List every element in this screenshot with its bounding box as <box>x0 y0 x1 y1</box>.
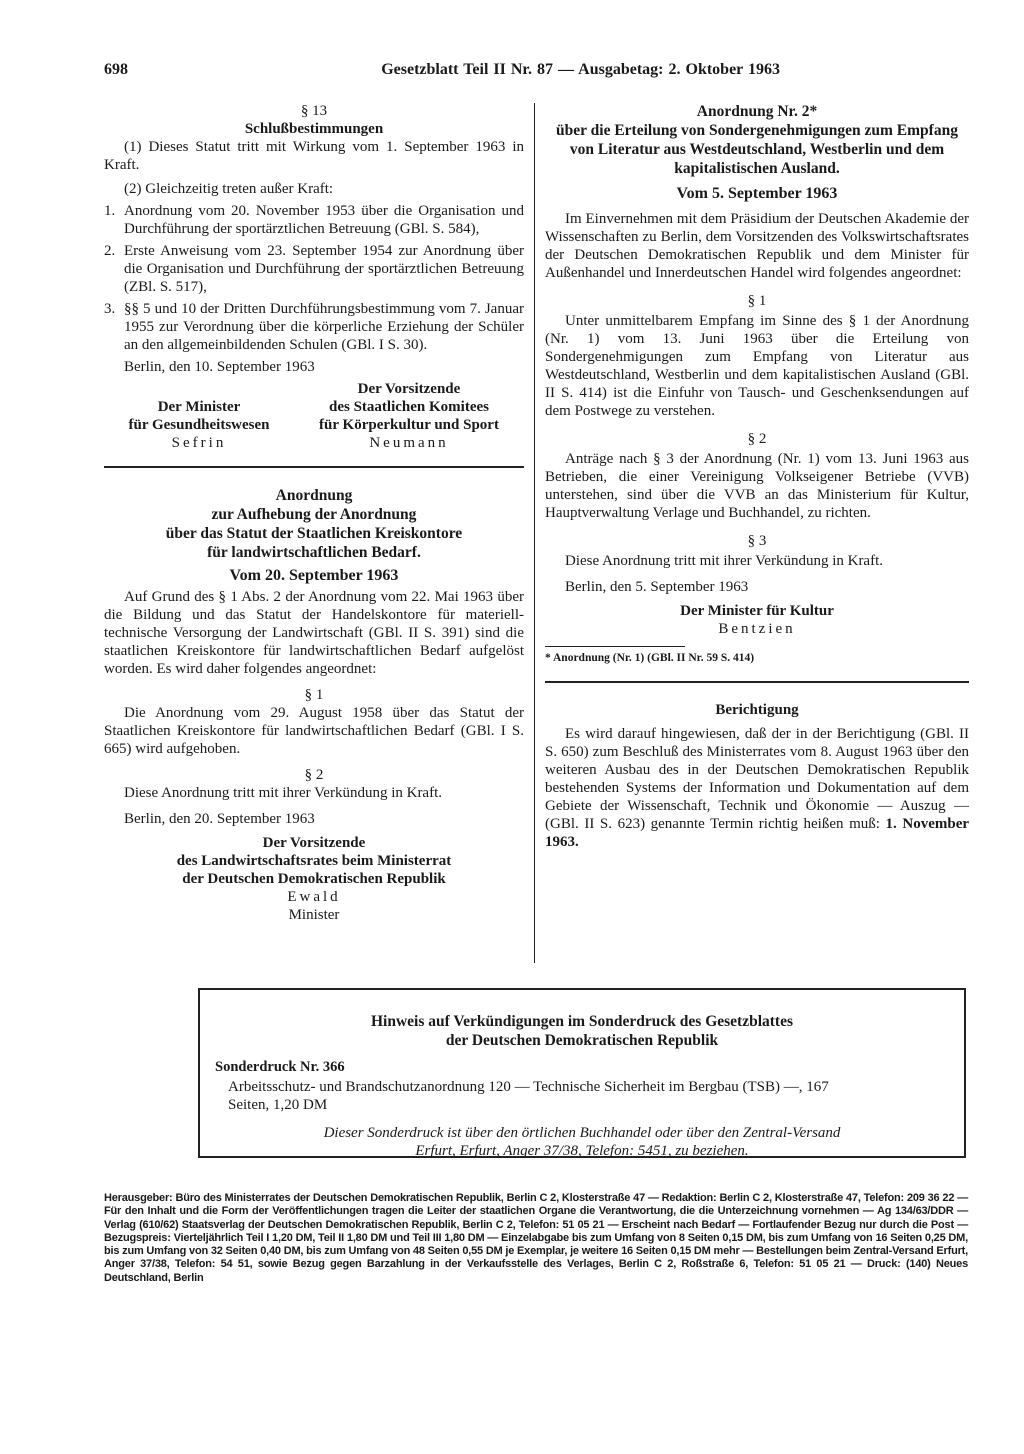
paragraph <box>545 725 969 851</box>
special-print-notice <box>198 988 966 1158</box>
list-text: Erste Anweisung vom 23. September 1954 zur Anordnung über die Organisation und Durchführung der sportärztlichen Betreuung (ZBl. S. 517), <box>124 243 524 295</box>
section-heading: § 2 <box>304 767 324 783</box>
paragraph: Im Einvernehmen mit dem Präsidium der Deutschen Akademie der Wissenschaften zu Berlin, dem Vorsitzenden des Volkswirtschaftsrates der Deutschen Demokratischen Republik und dem Minister für Außenhandel und Innerdeutschen Handel wird folgendes angeordnet: <box>545 211 969 281</box>
ordinance-title: Anordnung Nr. 2* <box>696 103 818 120</box>
ordinance-title: zur Aufhebung der Anordnung <box>211 506 417 523</box>
ordinance-subtitle: über die Erteilung von Sondergenehmigungen zum Empfang von Literatur aus Westdeutschland, Westberlin und dem kapitalistischen Ausland. <box>556 122 958 177</box>
section-rule <box>104 466 524 468</box>
correction <box>545 701 969 851</box>
list-item <box>104 202 524 238</box>
column-divider <box>534 103 535 963</box>
page-header <box>104 61 780 83</box>
signatory-name: Sefrin <box>171 435 227 451</box>
notice-title-line: der Deutschen Demokratischen Republik <box>445 1032 719 1049</box>
list-text: Anordnung vom 20. November 1953 über die Organisation und Durchführung der sportärztlichen Betreuung (GBl. S. 584), <box>124 203 524 237</box>
ordinance-2 <box>545 102 969 665</box>
right-column <box>545 102 969 851</box>
correction-title: Berichtigung <box>715 702 799 718</box>
place-date: Berlin, den 20. September 1963 <box>124 811 315 827</box>
notice-distribution <box>200 1124 964 1160</box>
distribution-line: Erfurt, Erfurt, Anger 37/38, Telefon: 5451, zu beziehen. <box>415 1143 749 1159</box>
section-rule <box>545 681 969 683</box>
ordinance-title: Anordnung <box>275 487 353 504</box>
page-number: 698 <box>104 61 128 78</box>
running-title: Gesetzblatt Teil II Nr. 87 — Ausgabetag: 2. Oktober 1963 <box>381 61 780 78</box>
correction-text: Es wird darauf hingewiesen, daß der in der Berichtigung (GBl. II S. 650) zum Beschluß des Ministerrates vom 8. August 1963 über den weiteren Ausbau des in der Deutschen Demokratischen Republik bestehenden Systems der Information und Dokumentation auf dem Gebiete der Wissenschaft, Technik und Ökonomie — Auszug — (GBl. II S. 623) genannte Termin richtig heißen muß: <box>545 726 969 832</box>
section-heading: § 1 <box>304 687 324 703</box>
footnote-rule <box>545 646 685 647</box>
paragraph: Diese Anordnung tritt mit ihrer Verkündung in Kraft. <box>124 785 443 801</box>
special-print-description: Arbeitsschutz- und Brandschutzanordnung 120 — Technische Sicherheit im Bergbau (TSB) —, 167 Seiten, 1,20 DM <box>228 1079 829 1113</box>
section-heading: § 3 <box>747 533 767 549</box>
signatory-name: Ewald <box>287 889 341 905</box>
ordinance-title: für landwirtschaftlichen Bedarf. <box>207 544 421 561</box>
place-date: Berlin, den 10. September 1963 <box>124 359 315 375</box>
paragraph: Unter unmittelbarem Empfang im Sinne des § 1 der Anordnung (Nr. 1) vom 13. Juni 1963 über die Erteilung von Sondergenehmigungen zum Empfang von Literatur aus Westdeutschland, Westberlin und dem kapitalistischen Ausland (GBl. II S. 414) ist die Einfuhr von Tausch- und Geschenksendungen auf dem Postwege zu verstehen. <box>545 313 969 419</box>
paragraph: Die Anordnung vom 29. August 1958 über das Statut der Staatlichen Kreiskontore für landwirtschaftlichen Bedarf (GBl. I S. 665) wird aufgehoben. <box>104 705 524 757</box>
signature-title: Der Minister für Kultur <box>680 603 834 619</box>
list-number: 1. <box>104 203 116 219</box>
list-item <box>104 242 524 296</box>
section-heading: § 1 <box>747 293 767 309</box>
paragraph: (2) Gleichzeitig treten außer Kraft: <box>124 181 334 197</box>
signature-right <box>294 380 524 452</box>
signature-office: für Gesundheitswesen <box>128 417 270 433</box>
signature-office: des Landwirtschaftsrates beim Ministerrat <box>176 853 452 869</box>
signatures <box>104 380 524 452</box>
place-date: Berlin, den 5. September 1963 <box>565 579 749 595</box>
signature-office: der Deutschen Demokratischen Republik <box>182 871 446 887</box>
ordinance-title: über das Statut der Staatlichen Kreiskontore <box>165 525 463 542</box>
signature-office: des Staatlichen Komitees <box>329 399 489 415</box>
footnote: * Anordnung (Nr. 1) (GBl. II Nr. 59 S. 414) <box>545 652 755 664</box>
section-heading: § 13 <box>300 103 328 119</box>
paragraph: Diese Anordnung tritt mit ihrer Verkündung in Kraft. <box>565 553 884 569</box>
notice-title-line: Hinweis auf Verkündigungen im Sonderdruck des Gesetzblattes <box>371 1013 793 1030</box>
section-title: Schlußbestimmungen <box>244 121 384 137</box>
section-heading: § 2 <box>747 431 767 447</box>
paragraph: (1) Dieses Statut tritt mit Wirkung vom 1. September 1963 in Kraft. <box>104 139 524 173</box>
special-print-number: Sonderdruck Nr. 366 <box>215 1059 345 1075</box>
paragraph: Anträge nach § 3 der Anordnung (Nr. 1) vom 13. Juni 1963 aus Betrieben, die einer Vereinigung Volkseigener Betriebe (VVB) unterstehen, sind über die VVB an das Ministerium für Kultur, Hauptverwaltung Verlage und Buchhandel, zu richten. <box>545 451 969 521</box>
ordinance-date: Vom 5. September 1963 <box>676 185 838 202</box>
signature-title: Der Vorsitzende <box>262 835 366 851</box>
list-item <box>104 300 524 354</box>
signature-office: für Körperkultur und Sport <box>319 417 499 433</box>
signatory-name: Bentzien <box>718 621 796 637</box>
signatory-role: Minister <box>288 907 340 923</box>
ordinance-date: Vom 20. September 1963 <box>229 567 399 584</box>
list-number: 3. <box>104 301 116 317</box>
distribution-line: Dieser Sonderdruck ist über den örtlichen Buchhandel oder über den Zentral-Versand <box>323 1125 841 1141</box>
signature-title: Der Vorsitzende <box>357 381 461 397</box>
list-text: §§ 5 und 10 der Dritten Durchführungsbestimmung vom 7. Januar 1955 zur Verordnung über die körperliche Erziehung der Schüler an den allgemeinbildenden Schulen (GBl. I S. 30). <box>124 301 524 353</box>
section-13 <box>104 102 524 452</box>
notice-title <box>200 1012 964 1050</box>
correction-date: 1. November 1963. <box>545 816 970 850</box>
signature-left <box>104 380 294 452</box>
ordinance-repeal <box>104 486 524 924</box>
left-column <box>104 102 524 924</box>
signature-title: Der Minister <box>157 399 241 415</box>
list-number: 2. <box>104 243 116 259</box>
paragraph: Auf Grund des § 1 Abs. 2 der Anordnung vom 22. Mai 1963 über die Bildung und das Statut der Handelskontore für materiell-technische Versorgung der Landwirtschaft (GBl. II S. 391) sind die staatlichen Kreiskontore für landwirtschaftlichen Bedarf aufgelöst worden. Es wird daher folgendes angeordnet: <box>104 589 524 677</box>
publisher-imprint: Herausgeber: Büro des Ministerrates der Deutschen Demokratischen Republik, Berlin C 2, Klosterstraße 47 — Redaktion: Berlin C 2, Klosterstraße 47, Telefon: 209 36 22 — Für den Inhalt und die Form der Veröffentlichungen tragen die Leiter der staatlichen Organe die Verantwortung, die die Unterzeichnung vornehmen — Ag 134/63/DDR — Verlag (610/62) Staatsverlag der Deutschen Demokratischen Republik, Berlin C 2, Telefon: 51 05 21 — Erscheint nach Bedarf — Fortlaufender Bezug nur durch die Post — Bezugspreis: Vierteljährlich Teil I 1,20 DM, Teil II 1,80 DM und Teil III 1,80 DM — Einzelabgabe bis zum Umfang von 8 Seiten 0,15 DM, bis zum Umfang von 16 Seiten 0,25 DM, bis zum Umfang von 32 Seiten 0,40 DM, bis zum Umfang von 48 Seiten 0,55 DM je Exemplar, je weitere 16 Seiten 0,15 DM mehr — Bestellungen beim Zentral-Versand Erfurt, Anger 37/38, Telefon: 54 51, sowie Bezug gegen Barzahlung in der Verkaufsstelle des Verlages, Berlin C 2, Roßstraße 6, Telefon: 51 05 21 — Druck: (140) Neues Deutschland, Berlin <box>104 1192 968 1284</box>
signatory-name: Neumann <box>369 435 449 451</box>
